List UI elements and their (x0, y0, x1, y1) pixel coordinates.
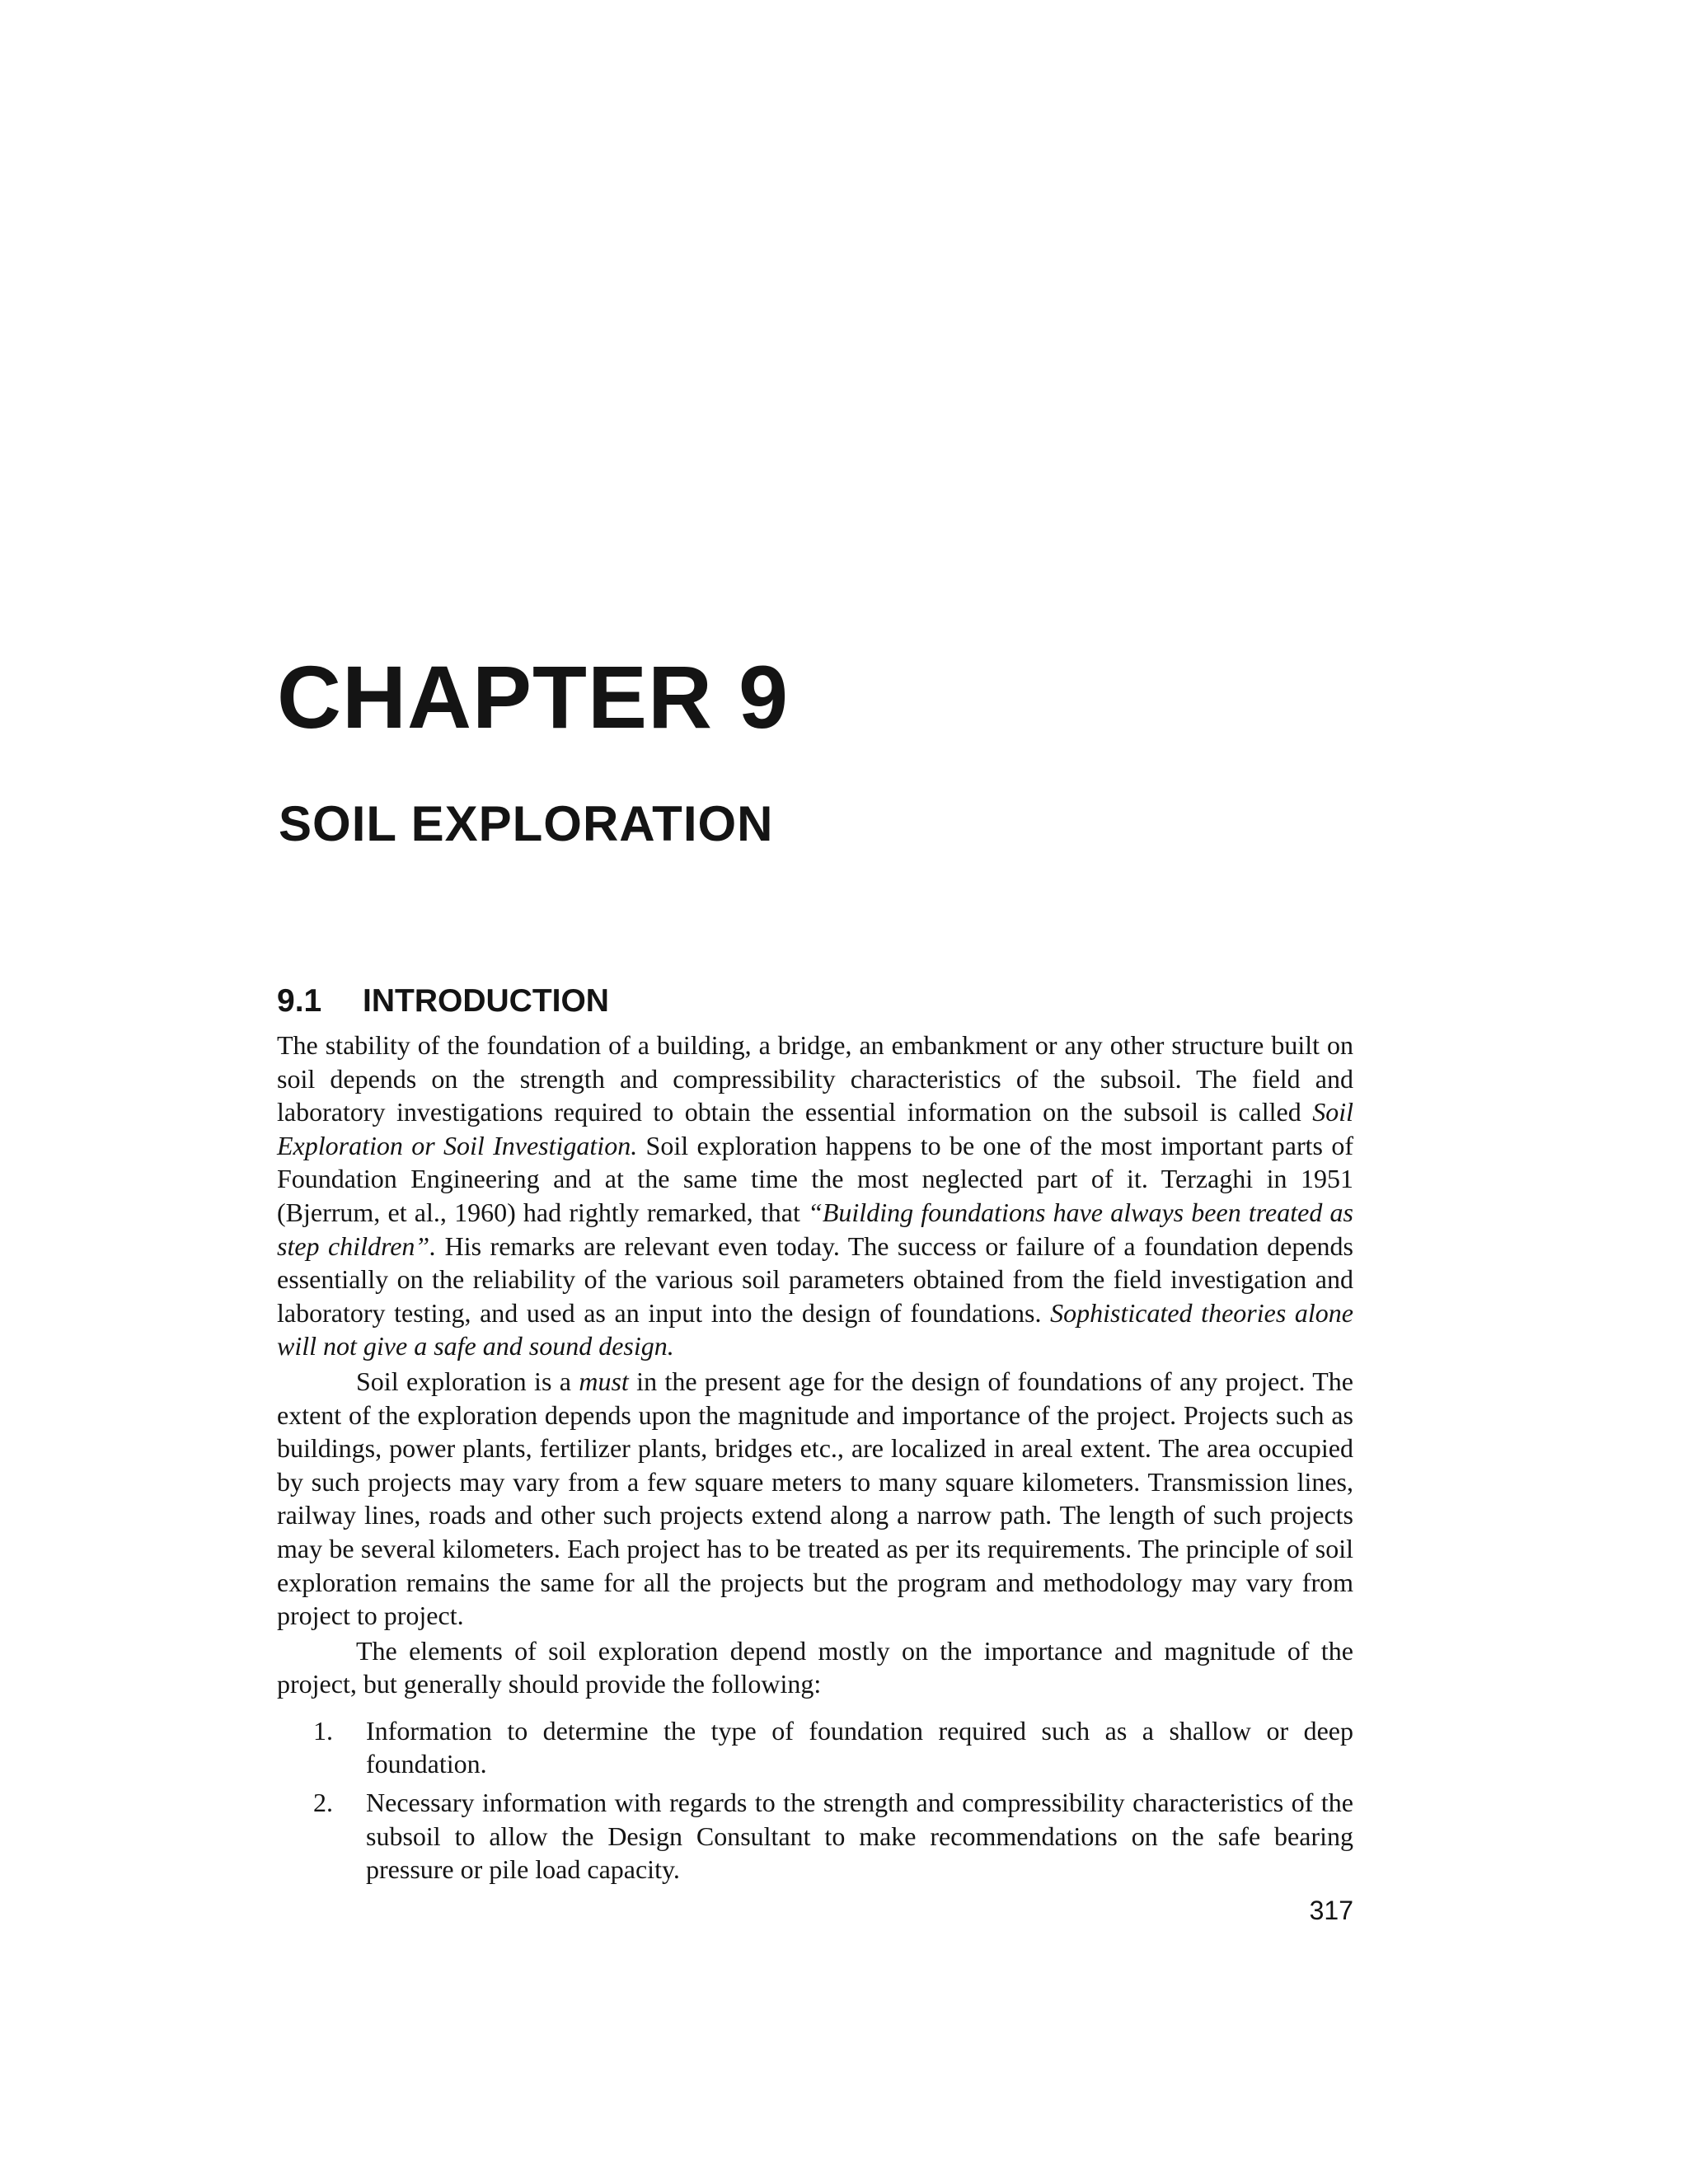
paragraph-project-scope-text: Soil exploration is a (356, 1366, 579, 1396)
list-item (277, 1714, 1353, 1781)
body-text (277, 1029, 1353, 1891)
emphasis-sentence: Sophisticated theories alone will not give a safe and sound design. (277, 1297, 1354, 1361)
requirements-list (277, 1714, 1353, 1886)
chapter-label: CHAPTER 9 (277, 647, 790, 747)
terzaghi-quote: “Building foundations have always been treated as step children”. (277, 1197, 1354, 1261)
paragraph-intro-text: Soil exploration happens to be one of the most important parts of Foundation Engineering and at the same time the most neglected part of it. Terzaghi in 1951 (Bjerrum, et al., 1960) had rightly remarked, that (277, 1130, 1353, 1227)
soil-exploration-term: Soil Exploration or Soil Investigation. (277, 1097, 1353, 1160)
paragraph-project-scope-text: in the present age for the design of foundations of any project. The extent of the exploration depends upon the magnitude and importance of the project. Projects such as buildings, power plants, fertilizer plants, bridges etc., are localized in areal extent. The area occupied by such projects may vary from a few square meters to many square kilometers. Transmission lines, railway lines, roads and other such projects extend along a narrow path. The length of such projects may be several kilometers. Each project has to be treated as per its requirements. The principle of soil exploration remains the same for all the projects but the program and methodology may vary from project to project. (277, 1366, 1354, 1631)
paragraph-intro-text: The stability of the foundation of a building, a bridge, an embankment or any other structure built on soil depends on the strength and compressibility characteristics of the subsoil. The field and laboratory investigations required to obtain the essential information on the subsoil is called (277, 1030, 1353, 1127)
paragraph-elements-text: The elements of soil exploration depend mostly on the importance and magnitude of the project, but generally should provide the following: (277, 1635, 1353, 1699)
list-item-number: 2. (313, 1788, 333, 1818)
paragraph-intro (277, 1029, 1353, 1363)
list-item (277, 1786, 1353, 1886)
list-item-text: Information to determine the type of foundation required such as a shallow or deep foundation. (366, 1715, 1353, 1779)
chapter-title: SOIL EXPLORATION (279, 796, 774, 851)
page-number: 317 (1309, 1896, 1353, 1925)
section-heading (277, 982, 609, 1020)
must-emphasis: must (579, 1366, 629, 1396)
list-item-text: Necessary information with regards to the strength and compressibility characteristics of the subsoil to allow the Design Consultant to make recommendations on the safe bearing pressure or pile load capacity. (366, 1788, 1353, 1885)
paragraph-intro-text: His remarks are relevant even today. The success or failure of a foundation depends essentially on the reliability of the various soil parameters obtained from the field investigation and laboratory testing, and used as an input into the design of foundations. (277, 1230, 1354, 1328)
paragraph-project-scope (277, 1365, 1353, 1633)
section-title: INTRODUCTION (363, 983, 609, 1019)
section-number: 9.1 (277, 983, 322, 1019)
paragraph-elements (277, 1634, 1353, 1701)
list-item-number: 1. (313, 1715, 333, 1746)
